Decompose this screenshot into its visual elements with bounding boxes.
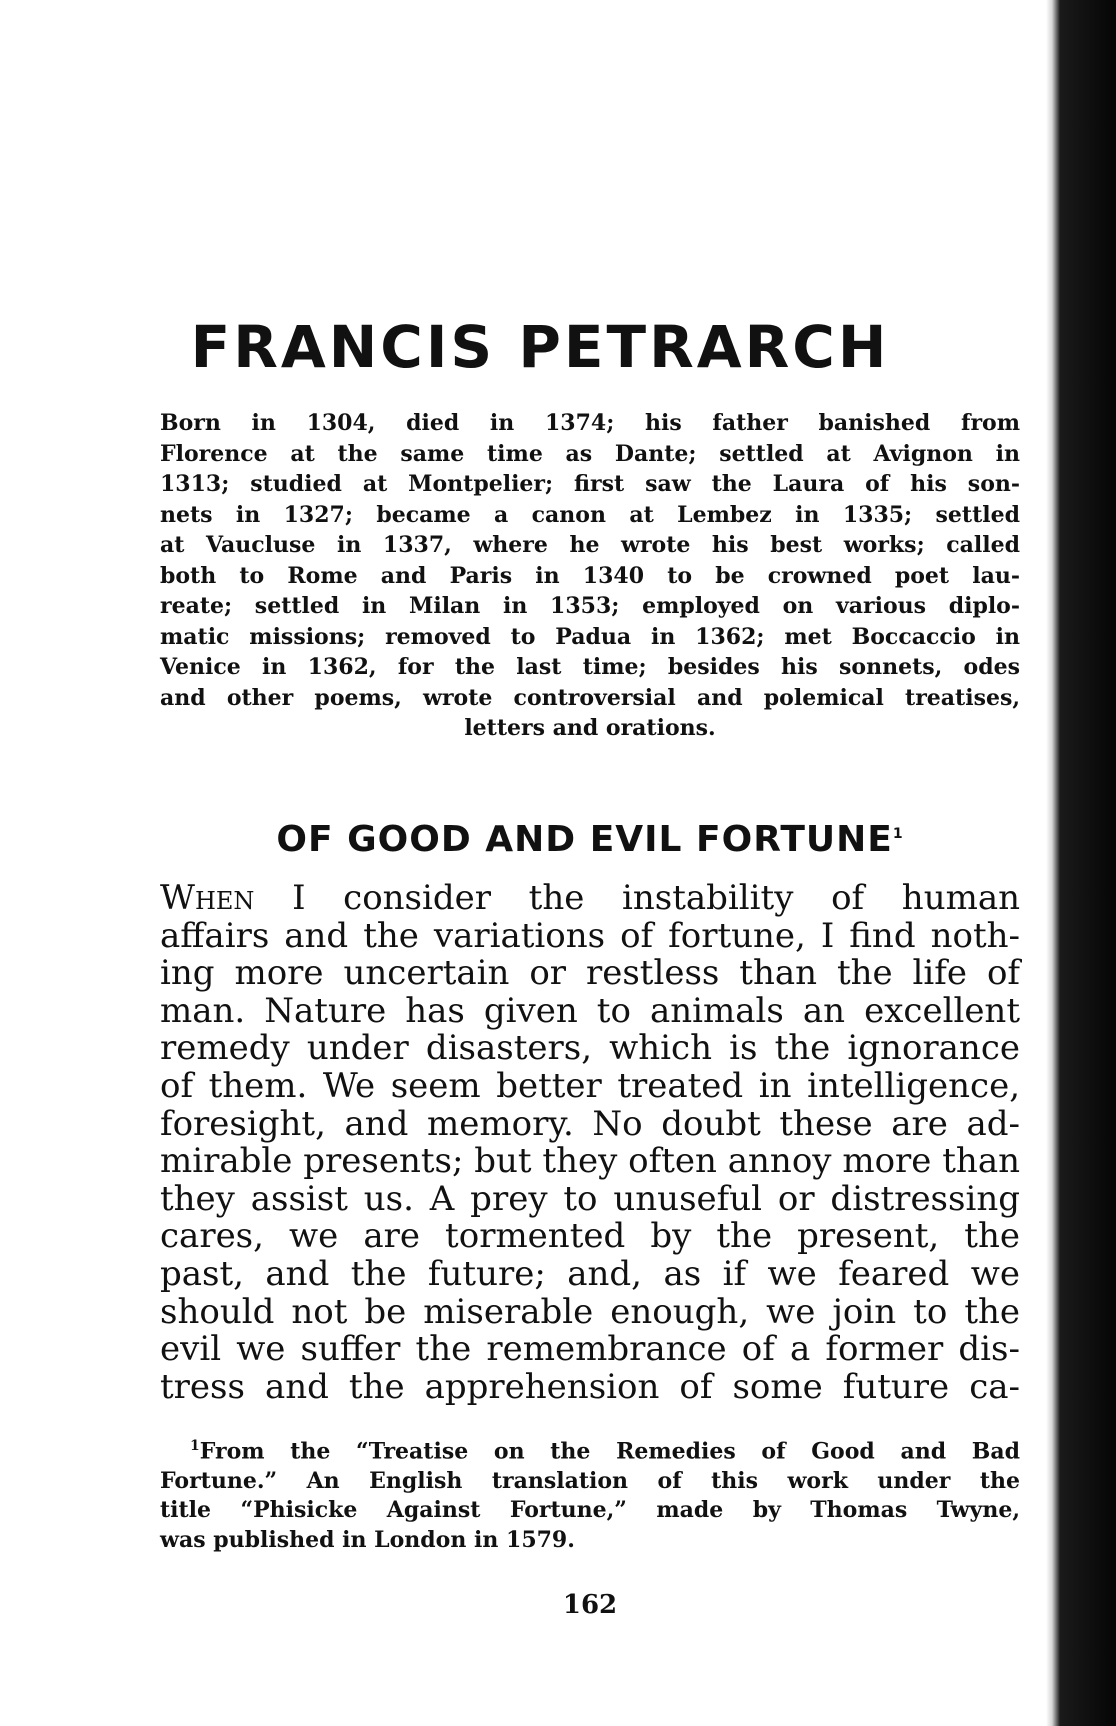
footnote-line-text: From the “Treatise on the Remedies of Good and Bad xyxy=(199,1438,1020,1465)
body-line: foresight, and memory. No doubt these are ad- xyxy=(160,1103,1020,1144)
footnote-line xyxy=(160,1432,1020,1467)
body-line: should not be miserable enough, we join to the xyxy=(160,1291,1020,1332)
body-line: evil we suffer the remembrance of a former dis- xyxy=(160,1329,1020,1370)
body-line: remedy under disasters, which is the ignorance xyxy=(160,1028,1020,1069)
essay-body xyxy=(160,880,1020,1406)
body-line: tress and the apprehension of some future ca- xyxy=(160,1366,1020,1407)
body-line: mirable presents; but they often annoy more than xyxy=(160,1141,1020,1182)
body-line: past, and the future; and, as if we feared we xyxy=(160,1253,1020,1294)
footnote-reference: 1 xyxy=(892,826,904,842)
body-line: cares, we are tormented by the present, the xyxy=(160,1216,1020,1257)
page-title: FRANCIS PETRARCH xyxy=(190,313,890,381)
footnote-marker: 1 xyxy=(190,1438,200,1454)
bio-line: Born in 1304, died in 1374; his father banished from xyxy=(160,410,1020,436)
bio-line: Venice in 1362, for the last time; besides his sonnets, odes xyxy=(160,654,1020,680)
drop-word: When xyxy=(160,878,255,918)
essay-title xyxy=(160,819,1020,860)
bio-line: and other poems, wrote controversial and polemical treatises, xyxy=(160,684,1020,711)
essay-title-text: OF GOOD AND EVIL FORTUNE xyxy=(276,819,893,860)
author-biography xyxy=(160,408,1020,744)
body-line: man. Nature has given to animals an excellent xyxy=(160,990,1020,1031)
bio-line: Florence at the same time as Dante; settled at Avignon in xyxy=(160,440,1020,467)
body-line: ing more uncertain or restless than the life of xyxy=(160,953,1020,994)
bio-line: nets in 1327; became a canon at Lembez in 1335; settled xyxy=(160,501,1020,528)
bio-line: both to Rome and Paris in 1340 to be crowned poet lau- xyxy=(160,562,1020,589)
body-line: they assist us. A prey to unuseful or distressing xyxy=(160,1178,1020,1219)
footnote xyxy=(160,1432,1020,1555)
bio-line: reate; settled in Milan in 1353; employed on various diplo- xyxy=(160,593,1020,619)
footnote-line: Fortune.” An English translation of this work under the xyxy=(160,1467,1020,1494)
page-number: 162 xyxy=(562,1590,618,1620)
bio-line: letters and orations. xyxy=(464,715,716,741)
bio-line: at Vaucluse in 1337, where he wrote his best works; called xyxy=(160,532,1020,558)
body-line: affairs and the variations of fortune, I find noth- xyxy=(160,915,1020,956)
footnote-line: was published in London in 1579. xyxy=(160,1526,575,1553)
body-line-text: I consider the instability of human xyxy=(254,878,1020,918)
footnote-line: title “Phisicke Against Fortune,” made by Thomas Twyne, xyxy=(160,1497,1020,1524)
bio-line: matic missions; removed to Padua in 1362; met Boccaccio in xyxy=(160,623,1020,650)
bio-line: 1313; studied at Montpelier; first saw the Laura of his son- xyxy=(160,471,1020,497)
body-line xyxy=(160,880,1020,918)
page-edge-shadow xyxy=(1046,0,1116,1726)
body-line: of them. We seem better treated in intelligence, xyxy=(160,1065,1020,1106)
